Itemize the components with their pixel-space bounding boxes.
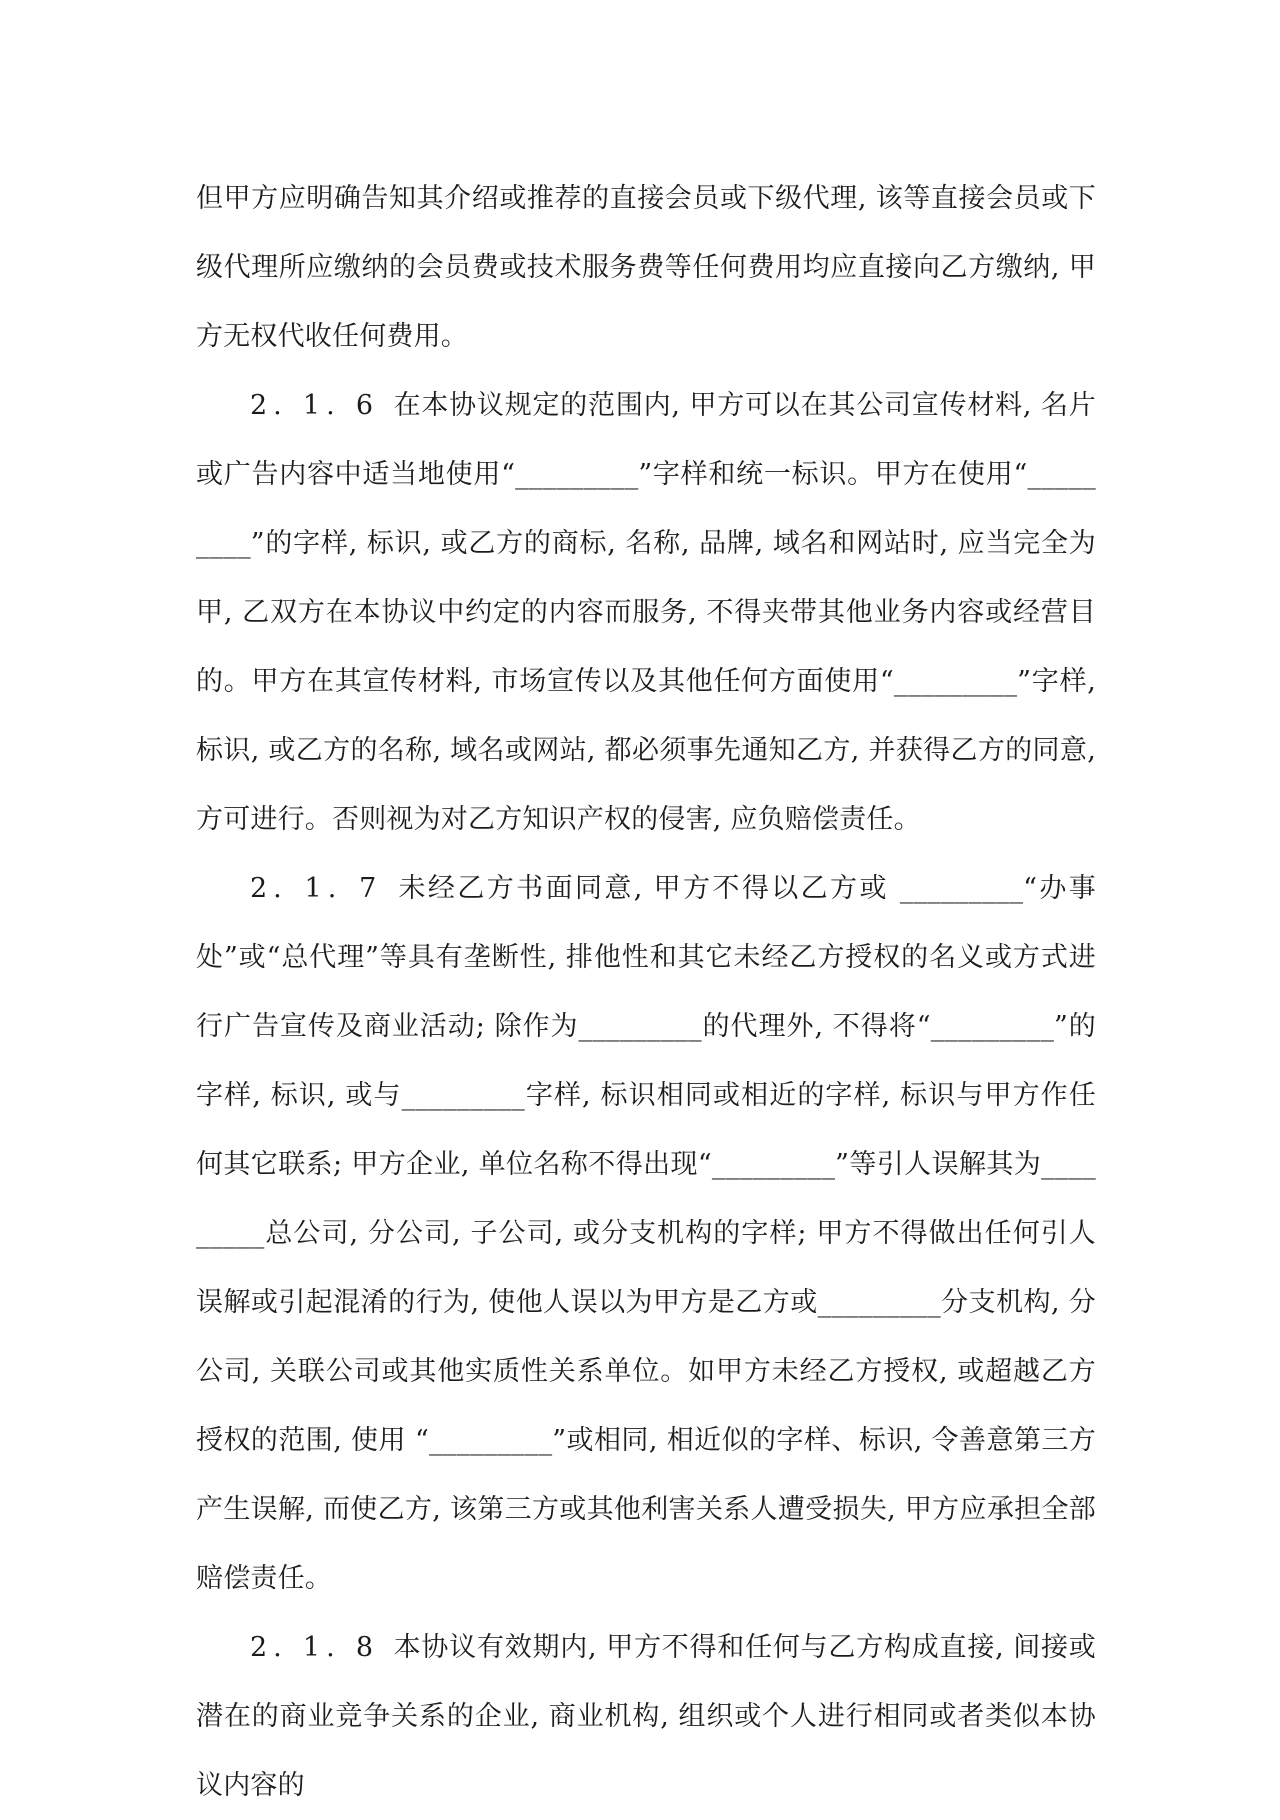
paragraph-text: 本协议有效期内, 甲方不得和任何与乙方构成直接, 间接或潜在的商业竞争关系的企业, 商业机构, 组织或个人进行相同或者类似本协议内容的 (196, 1632, 1096, 1801)
clause-number: 2. 1. 7 (250, 873, 383, 904)
clause-2-1-8 (196, 1613, 1096, 1820)
clause-2-1-7 (196, 854, 1096, 1613)
paragraph-text: 但甲方应明确告知其介绍或推荐的直接会员或下级代理, 该等直接会员或下级代理所应缴纳的会员费或技术服务费等任何费用均应直接向乙方缴纳, 甲方无权代收任何费用。 (196, 183, 1096, 352)
clause-2-1-6 (196, 371, 1096, 854)
paragraph-text: 在本协议规定的范围内, 甲方可以在其公司宣传材料, 名片或广告内容中适当地使用“_________”字样和统一标识。甲方在使用“_________”的字样, 标识, 或乙方的商标, 名称, 品牌, 域名和网站时, 应当完全为甲, 乙双方在本协议中约定的内容而服务, 不得夹带其他业务内容或经营目的。甲方在其宣传材料, 市场宣传以及其他任何方面使用“_________”字样, 标识, 或乙方的名称, 域名或网站, 都必须事先通知乙方, 并获得乙方的同意, 方可进行。否则视为对乙方知识产权的侵害, 应负赔偿责任。 (196, 390, 1096, 835)
clause-number: 2. 1. 8 (250, 1632, 380, 1663)
clause-number: 2. 1. 6 (250, 390, 380, 421)
paragraph-continuation (196, 164, 1096, 371)
document-body (196, 164, 1096, 1820)
paragraph-text: 未经乙方书面同意, 甲方不得以乙方或 _________“办事处”或“总代理”等具有垄断性, 排他性和其它未经乙方授权的名义或方式进行广告宣传及商业活动; 除作为_________的代理外, 不得将“_________”的字样, 标识, 或与_________字样, 标识相同或相近的字样, 标识与甲方作任何其它联系; 甲方企业, 单位名称不得出现“_________”等引人误解其为_________总公司, 分公司, 子公司, 或分支机构的字样; 甲方不得做出任何引人误解或引起混淆的行为, 使他人误以为甲方是乙方或_________分支机构, 分公司, 关联公司或其他实质性关系单位。如甲方未经乙方授权, 或超越乙方授权的范围, 使用 “_________”或相同, 相近似的字样、标识, 令善意第三方产生误解, 而使乙方, 该第三方或其他利害关系人遭受损失, 甲方应承担全部赔偿责任。 (196, 873, 1096, 1594)
